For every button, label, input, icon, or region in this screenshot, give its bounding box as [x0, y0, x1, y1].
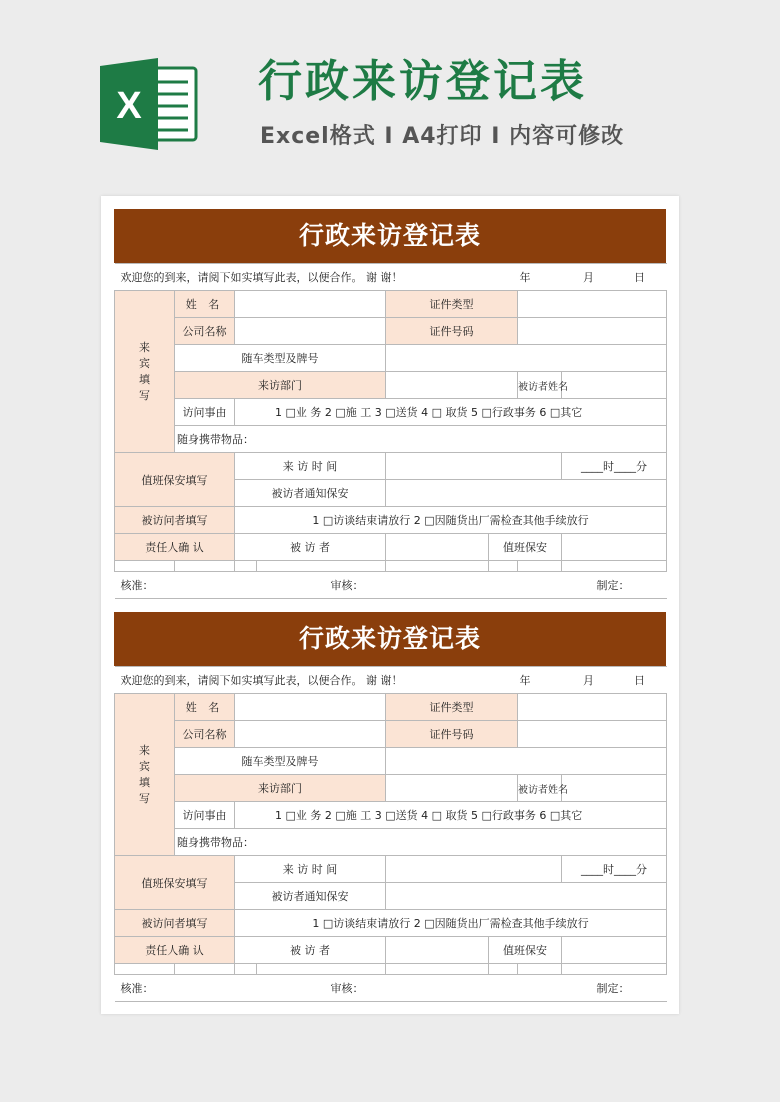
- arrival-time-field[interactable]: [386, 453, 562, 480]
- month-label: 月: [583, 271, 595, 284]
- form-table: [114, 666, 667, 1002]
- host-name-field[interactable]: [562, 775, 667, 802]
- vehicle-label: 随车类型及牌号: [175, 345, 386, 372]
- time-value[interactable]: ____时____分: [562, 856, 667, 883]
- host-section-label: 被访问者填写: [115, 507, 235, 534]
- id-number-label: 证件号码: [386, 721, 518, 748]
- day-label: 日: [634, 271, 646, 284]
- page-title: 行政来访登记表: [258, 56, 587, 107]
- visitee-signature-field[interactable]: [386, 937, 489, 964]
- purpose-label: 访问事由: [175, 399, 235, 426]
- company-label: 公司名称: [175, 721, 235, 748]
- name-field[interactable]: [235, 694, 386, 721]
- review-label: 审核：: [257, 572, 489, 599]
- logo-letter: X: [116, 85, 142, 127]
- name-label: 姓 名: [175, 291, 235, 318]
- id-type-label: 证件类型: [386, 291, 518, 318]
- confirm-section-label: 责任人确 认: [115, 534, 235, 561]
- form-header: 行政来访登记表: [114, 612, 666, 666]
- dept-label: 来访部门: [175, 775, 386, 802]
- guard-label: 值班保安: [489, 937, 562, 964]
- notify-guard-field[interactable]: [386, 480, 667, 507]
- host-section-label: 被访问者填写: [115, 910, 235, 937]
- id-number-field[interactable]: [518, 318, 667, 345]
- dept-field[interactable]: [386, 372, 518, 399]
- visitor-section-label: 来 宾 填 写: [115, 694, 175, 856]
- confirm-section-label: 责任人确 认: [115, 937, 235, 964]
- year-label: 年: [489, 264, 562, 291]
- id-number-label: 证件号码: [386, 318, 518, 345]
- excel-logo-icon: [98, 58, 198, 150]
- belongings-label[interactable]: 随身携带物品：: [175, 426, 667, 453]
- approve-label: 核准：: [115, 572, 257, 599]
- day-label: 日: [634, 674, 646, 687]
- host-options[interactable]: 1 □访谈结束请放行 2 □因随货出厂需检查其他手续放行: [235, 507, 667, 534]
- month-label: 月: [583, 674, 595, 687]
- id-type-field[interactable]: [518, 291, 667, 318]
- arrival-time-label: 来 访 时 间: [235, 856, 386, 883]
- dept-field[interactable]: [386, 775, 518, 802]
- guard-label: 值班保安: [489, 534, 562, 561]
- purpose-options[interactable]: 1 □业 务 2 □施 工 3 □送货 4 □ 取货 5 □行政事务 6 □其它: [235, 399, 667, 426]
- company-field[interactable]: [235, 318, 386, 345]
- form-table: [114, 263, 667, 599]
- host-name-field[interactable]: [562, 372, 667, 399]
- notify-guard-field[interactable]: [386, 883, 667, 910]
- host-name-label: 被访者姓名: [518, 372, 562, 399]
- notify-guard-label: 被访者通知保安: [235, 480, 386, 507]
- guard-signature-field[interactable]: [562, 937, 667, 964]
- company-field[interactable]: [235, 721, 386, 748]
- arrival-time-field[interactable]: [386, 856, 562, 883]
- guard-section-label: 值班保安填写: [115, 856, 235, 910]
- prepare-label: 制定：: [489, 975, 667, 1002]
- visitor-form-2: [114, 612, 666, 1002]
- vehicle-field[interactable]: [386, 748, 667, 775]
- vehicle-field[interactable]: [386, 345, 667, 372]
- name-field[interactable]: [235, 291, 386, 318]
- arrival-time-label: 来 访 时 间: [235, 453, 386, 480]
- id-type-label: 证件类型: [386, 694, 518, 721]
- intro-text: 欢迎您的到来，请阅下如实填写此表，以便合作。 谢 谢！: [115, 667, 489, 694]
- dept-label: 来访部门: [175, 372, 386, 399]
- host-name-label: 被访者姓名: [518, 775, 562, 802]
- visitor-section-label: 来 宾 填 写: [115, 291, 175, 453]
- visitee-label: 被 访 者: [235, 534, 386, 561]
- approve-label: 核准：: [115, 975, 257, 1002]
- id-number-field[interactable]: [518, 721, 667, 748]
- id-type-field[interactable]: [518, 694, 667, 721]
- intro-text: 欢迎您的到来，请阅下如实填写此表，以便合作。 谢 谢！: [115, 264, 489, 291]
- page-subtitle: Excel格式 I A4打印 I 内容可修改: [260, 124, 625, 149]
- company-label: 公司名称: [175, 318, 235, 345]
- host-options[interactable]: 1 □访谈结束请放行 2 □因随货出厂需检查其他手续放行: [235, 910, 667, 937]
- visitor-form-1: [114, 209, 666, 599]
- name-label: 姓 名: [175, 694, 235, 721]
- belongings-label[interactable]: 随身携带物品：: [175, 829, 667, 856]
- time-value[interactable]: ____时____分: [562, 453, 667, 480]
- purpose-options[interactable]: 1 □业 务 2 □施 工 3 □送货 4 □ 取货 5 □行政事务 6 □其它: [235, 802, 667, 829]
- guard-signature-field[interactable]: [562, 534, 667, 561]
- prepare-label: 制定：: [489, 572, 667, 599]
- form-header: 行政来访登记表: [114, 209, 666, 263]
- visitee-signature-field[interactable]: [386, 534, 489, 561]
- year-label: 年: [489, 667, 562, 694]
- visitee-label: 被 访 者: [235, 937, 386, 964]
- guard-section-label: 值班保安填写: [115, 453, 235, 507]
- review-label: 审核：: [257, 975, 489, 1002]
- purpose-label: 访问事由: [175, 802, 235, 829]
- vehicle-label: 随车类型及牌号: [175, 748, 386, 775]
- notify-guard-label: 被访者通知保安: [235, 883, 386, 910]
